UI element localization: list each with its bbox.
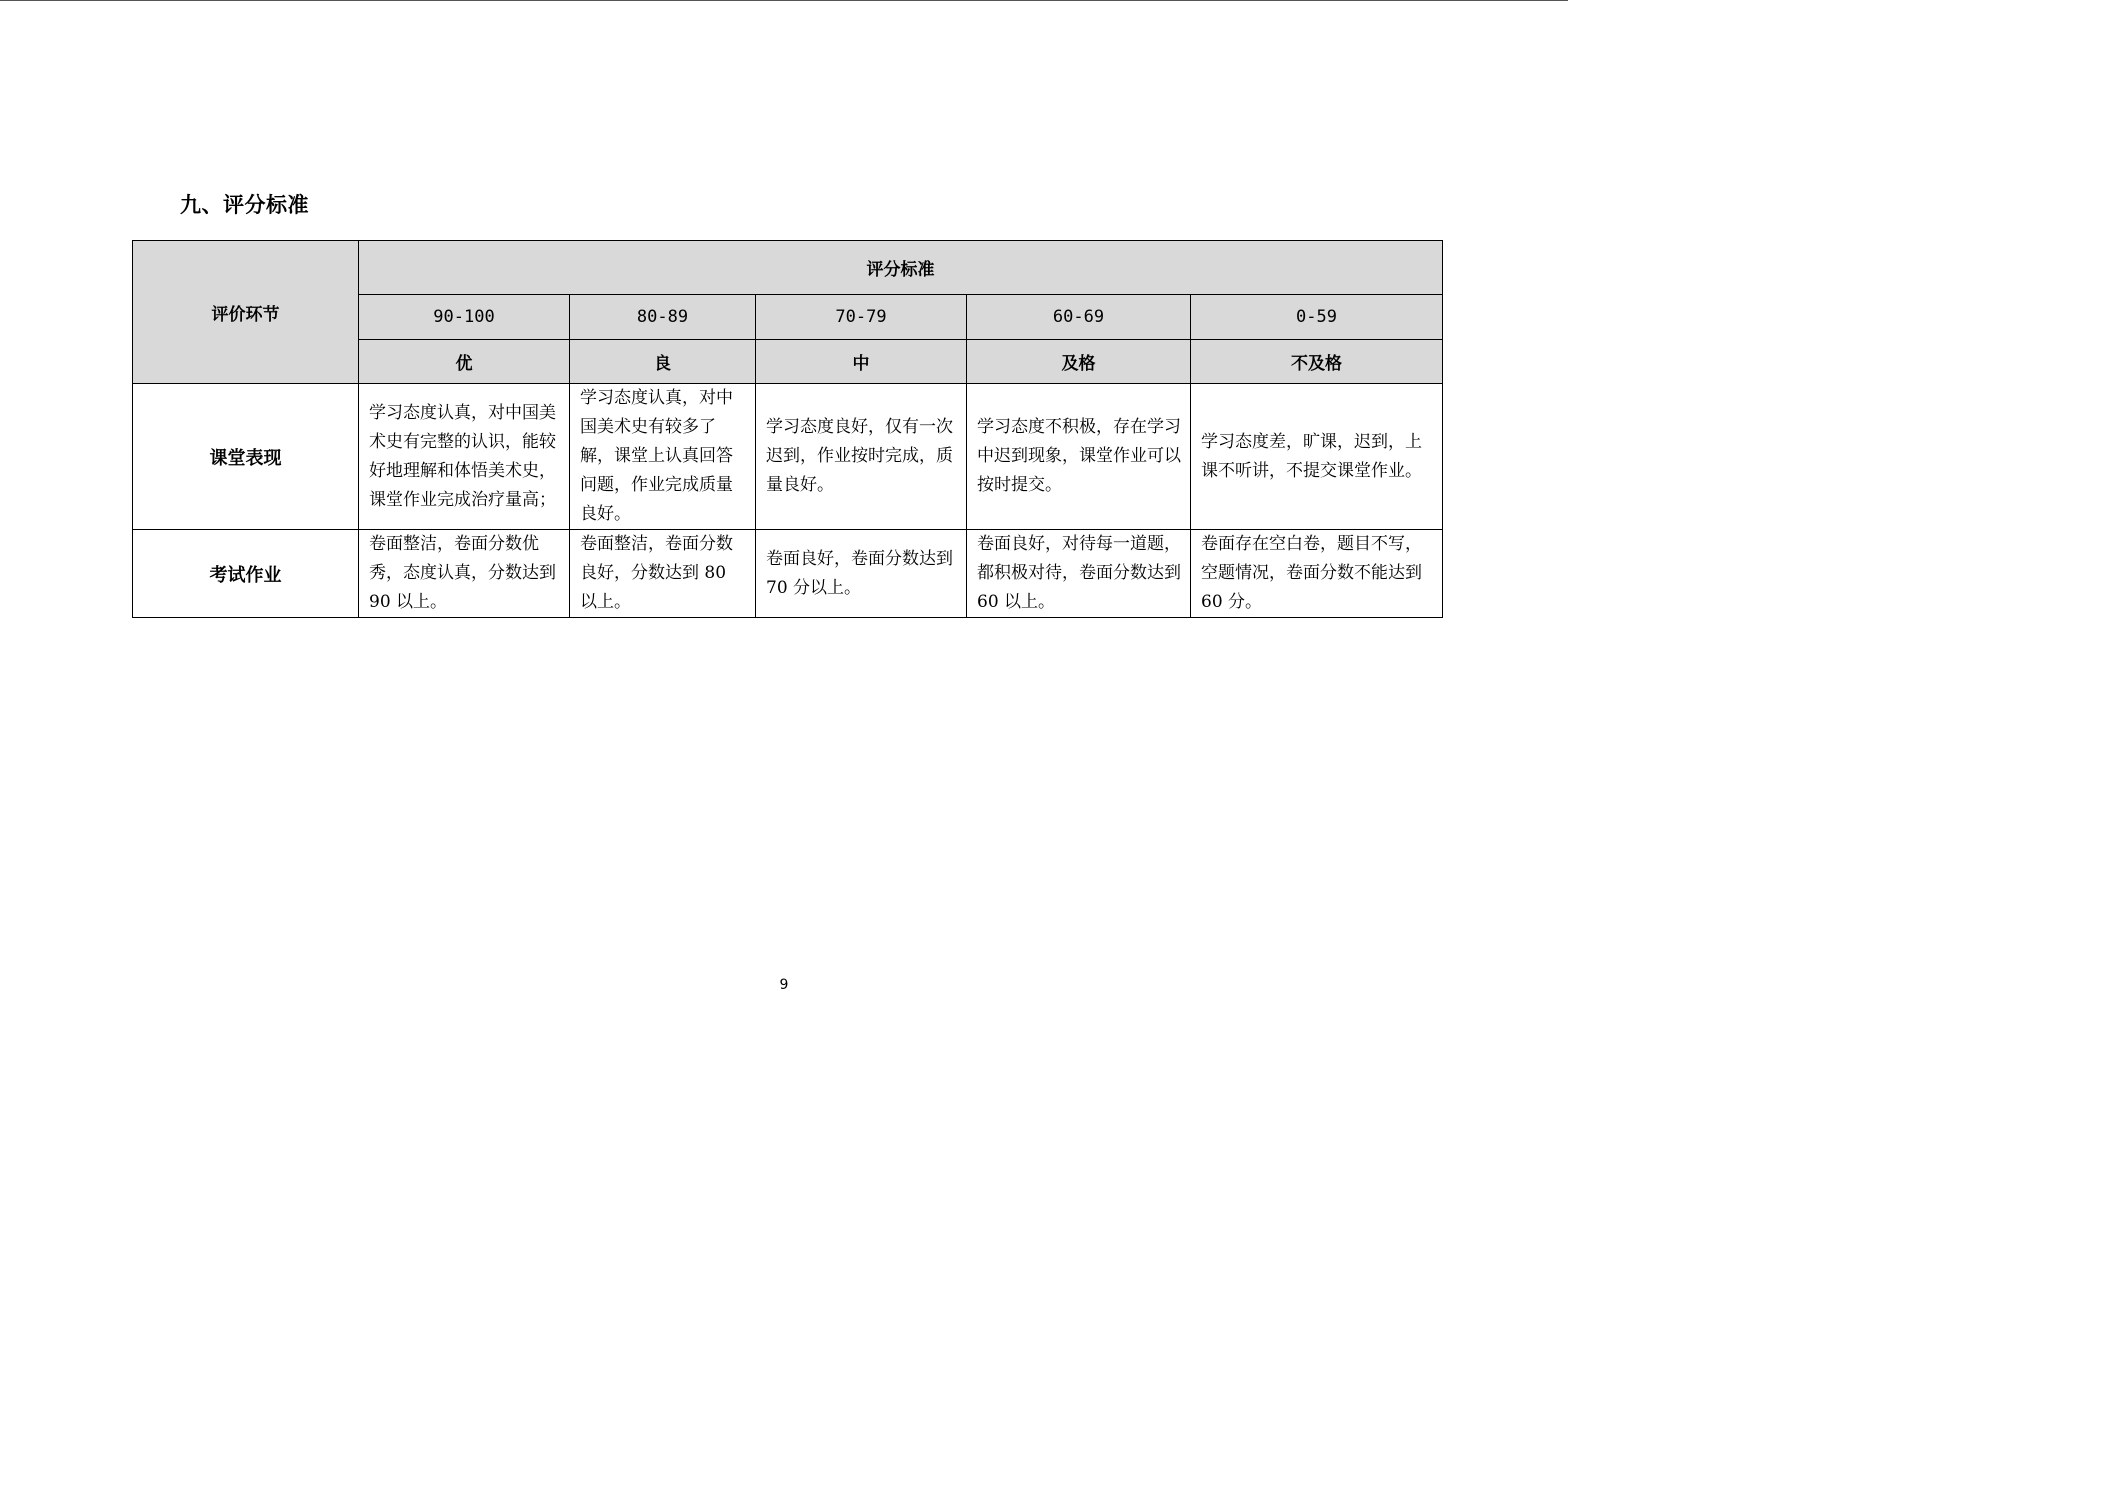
grading-standards-table — [132, 240, 1443, 618]
criteria-cell: 卷面存在空白卷，题目不写，空题情况，卷面分数不能达到 60 分。 — [1191, 530, 1443, 618]
criteria-cell: 学习态度良好，仅有一次迟到，作业按时完成，质量良好。 — [756, 384, 967, 530]
range-cell: 0-59 — [1191, 295, 1443, 340]
row-header-cell — [133, 241, 359, 384]
table-row — [133, 384, 1443, 530]
range-cell: 80-89 — [570, 295, 756, 340]
criteria-cell: 学习态度认真，对中国美术史有完整的认识，能较好地理解和体悟美术史，课堂作业完成治疗量高； — [359, 384, 570, 530]
section-title: 九、评分标准 — [180, 193, 309, 217]
grade-cell: 中 — [756, 340, 967, 384]
range-cell: 90-100 — [359, 295, 570, 340]
criteria-cell: 卷面整洁，卷面分数优秀，态度认真，分数达到 90 以上。 — [359, 530, 570, 618]
grade-cell: 及格 — [967, 340, 1191, 384]
table-row — [133, 530, 1443, 618]
criteria-cell: 学习态度差，旷课，迟到，上课不听讲，不提交课堂作业。 — [1191, 384, 1443, 530]
grade-cell: 不及格 — [1191, 340, 1443, 384]
group-header-label: 评分标准 — [866, 260, 935, 280]
row-label: 考试作业 — [133, 530, 359, 618]
page-number: 9 — [779, 977, 789, 993]
criteria-cell: 卷面良好，卷面分数达到 70 分以上。 — [756, 530, 967, 618]
table-header-row — [133, 241, 1443, 295]
criteria-cell: 学习态度不积极，存在学习中迟到现象，课堂作业可以按时提交。 — [967, 384, 1191, 530]
page-top-border — [0, 0, 1568, 1]
criteria-cell: 学习态度认真，对中国美术史有较多了解，课堂上认真回答问题，作业完成质量良好。 — [570, 384, 756, 530]
row-header-label: 评价环节 — [211, 304, 280, 325]
group-header-cell — [359, 241, 1443, 295]
range-cell: 70-79 — [756, 295, 967, 340]
grade-cell: 良 — [570, 340, 756, 384]
grade-cell: 优 — [359, 340, 570, 384]
row-label: 课堂表现 — [133, 384, 359, 530]
criteria-cell: 卷面良好，对待每一道题，都积极对待，卷面分数达到 60 以上。 — [967, 530, 1191, 618]
range-cell: 60-69 — [967, 295, 1191, 340]
criteria-cell: 卷面整洁，卷面分数良好，分数达到 80 以上。 — [570, 530, 756, 618]
